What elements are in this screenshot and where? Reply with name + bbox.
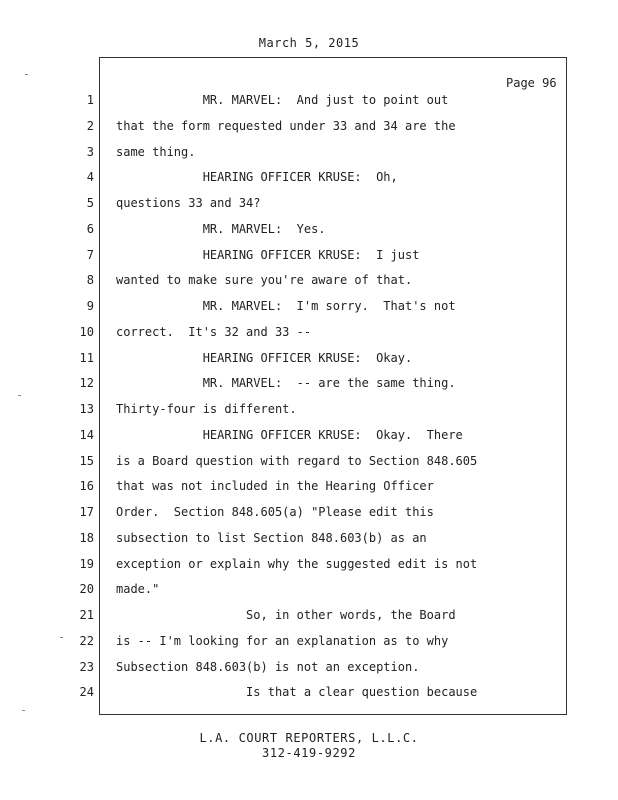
line-number: 16 [79, 479, 94, 493]
footer-company: L.A. COURT REPORTERS, L.L.C. [199, 731, 419, 745]
transcript-line-text: So, in other words, the Board [116, 608, 456, 622]
transcript-line-text: HEARING OFFICER KRUSE: Okay. [116, 351, 413, 365]
page-number: Page 96 [506, 76, 557, 90]
transcript-line-text: same thing. [116, 145, 196, 159]
line-number: 13 [79, 402, 94, 416]
scan-speck [60, 637, 63, 638]
line-number: 21 [79, 608, 94, 622]
scan-speck [18, 395, 21, 396]
transcript-line-text: MR. MARVEL: I'm sorry. That's not [116, 299, 456, 313]
line-number: 9 [86, 299, 94, 313]
line-number: 17 [79, 505, 94, 519]
transcript-line-text: questions 33 and 34? [116, 196, 261, 210]
transcript-line-text: HEARING OFFICER KRUSE: Oh, [116, 170, 398, 184]
line-number: 14 [79, 428, 94, 442]
transcript-line-text: wanted to make sure you're aware of that. [116, 273, 413, 287]
transcript-line-text: Thirty-four is different. [116, 402, 297, 416]
line-number: 22 [79, 634, 94, 648]
footer-phone: 312-419-9292 [262, 746, 356, 760]
line-number: 20 [79, 582, 94, 596]
transcript-line-text: Order. Section 848.605(a) "Please edit this [116, 505, 434, 519]
line-number: 23 [79, 660, 94, 674]
line-number: 10 [79, 325, 94, 339]
transcript-line-text: that the form requested under 33 and 34 are the [116, 119, 456, 133]
transcript-line-text: is a Board question with regard to Section 848.605 [116, 454, 478, 468]
line-number: 3 [86, 145, 94, 159]
transcript-line-text: MR. MARVEL: And just to point out [116, 93, 449, 107]
transcript-line-text: made." [116, 582, 160, 596]
transcript-line-text: correct. It's 32 and 33 -- [116, 325, 312, 339]
line-number: 4 [86, 170, 94, 184]
line-number: 12 [79, 376, 94, 390]
line-number: 7 [86, 248, 94, 262]
transcript-line-text: subsection to list Section 848.603(b) as an [116, 531, 427, 545]
transcript-line-text: is -- I'm looking for an explanation as to why [116, 634, 449, 648]
scan-speck [22, 710, 25, 711]
line-number: 8 [86, 273, 94, 287]
transcript-line-text: Is that a clear question because [116, 685, 478, 699]
line-number: 11 [79, 351, 94, 365]
transcript-line-text: MR. MARVEL: Yes. [116, 222, 326, 236]
line-number: 5 [86, 196, 94, 210]
transcript-line-text: HEARING OFFICER KRUSE: Okay. There [116, 428, 463, 442]
line-number: 18 [79, 531, 94, 545]
line-number: 2 [86, 119, 94, 133]
transcript-date: March 5, 2015 [258, 36, 360, 50]
transcript-line-text: exception or explain why the suggested edit is not [116, 557, 478, 571]
transcript-line-text: that was not included in the Hearing Officer [116, 479, 434, 493]
transcript-line-text: MR. MARVEL: -- are the same thing. [116, 376, 456, 390]
line-number: 15 [79, 454, 94, 468]
line-number: 6 [86, 222, 94, 236]
scan-speck [25, 74, 28, 75]
line-number: 24 [79, 685, 94, 699]
transcript-line-text: HEARING OFFICER KRUSE: I just [116, 248, 420, 262]
line-number: 19 [79, 557, 94, 571]
line-number: 1 [86, 93, 94, 107]
transcript-line-text: Subsection 848.603(b) is not an exception. [116, 660, 420, 674]
